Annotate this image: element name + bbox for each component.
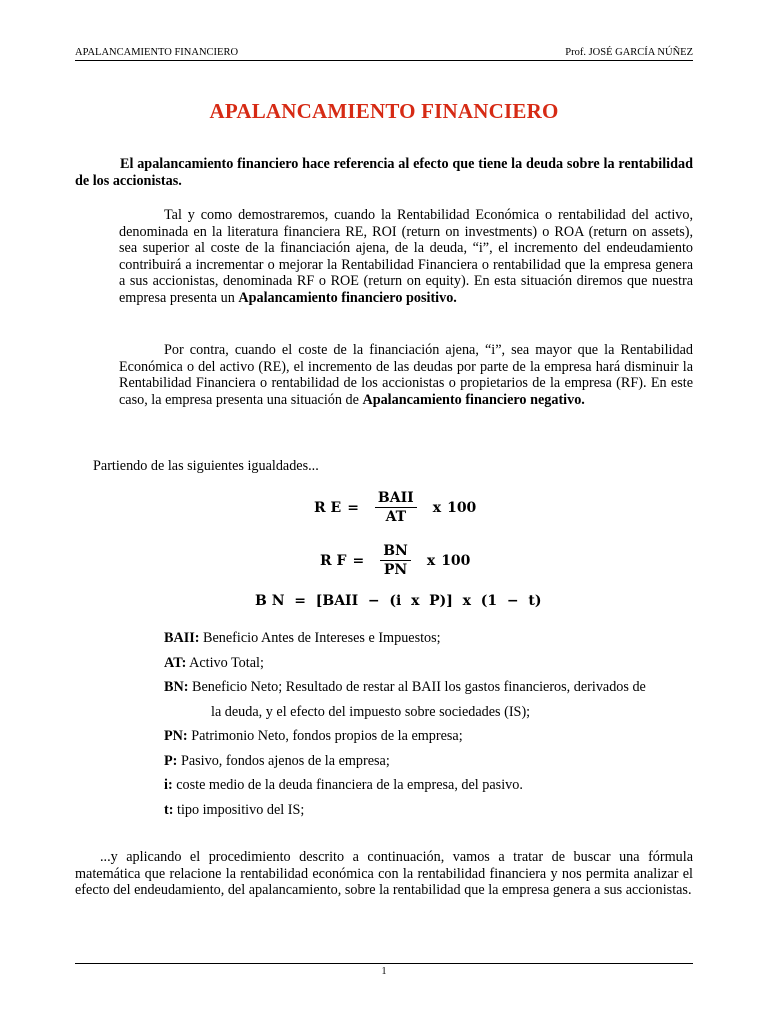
header-title: APALANCAMIENTO FINANCIERO (75, 47, 239, 58)
lead-sentence: Partiendo de las siguientes igualdades... (93, 458, 319, 474)
negative-leverage-term: Apalancamiento financiero negativo. (362, 391, 585, 408)
paragraph-positive-leverage (119, 207, 693, 306)
definition-key: BN: (164, 679, 189, 695)
formula-re (314, 490, 476, 525)
formula-bn (255, 593, 541, 609)
formula-rf (320, 543, 470, 578)
fraction-denominator: AT (385, 509, 407, 525)
fraction-numerator: BAII (375, 490, 417, 508)
positive-leverage-term: Apalancamiento financiero positivo. (238, 289, 457, 306)
document-title: APALANCAMIENTO FINANCIERO (209, 99, 559, 123)
definition-text: Pasivo, fondos ajenos de la empresa; (177, 752, 390, 769)
definition-text: Beneficio Antes de Intereses e Impuestos; (199, 630, 441, 646)
fraction-numerator: BN (380, 543, 411, 561)
formula-lhs: R F (320, 552, 347, 569)
fraction (375, 490, 417, 525)
page-number: 1 (381, 966, 387, 977)
intro-paragraph: El apalancamiento financiero hace referencia al efecto que tiene la deuda sobre la rentabilidad de los accionistas. (75, 156, 693, 189)
definition-text: Patrimonio Neto, fondos propios de la empresa; (187, 728, 463, 744)
definition-key: PN: (164, 728, 188, 744)
definitions-list (164, 626, 704, 822)
formula-lhs: R E (314, 499, 342, 516)
paragraph-negative-leverage (119, 342, 693, 408)
paragraph-text: Tal y como demostraremos, cuando la Rentabilidad Económica o rentabilidad del activo, denominada en la literatura financiera RE, ROI (return on investments) o ROA (return on assets), sea superior al coste de la financiación ajena, de la deuda, “i”, el incremento del endeudamiento contribuirá a incrementar o mejorar la Rentabilidad Financiera o rentabilidad que la empresa genera a sus accionistas, denominada RF o ROE (return on equity). En esta situación diremos que nuestra empresa presenta un (119, 207, 693, 306)
header-author: Prof. JOSÉ GARCÍA NÚÑEZ (565, 47, 693, 58)
fraction (380, 543, 411, 578)
definition-p (164, 749, 704, 774)
fraction-denominator: PN (383, 562, 408, 578)
times-sign: x (432, 499, 442, 516)
definition-continuation: la deuda, y el efecto del impuesto sobre sociedades (IS); (211, 703, 531, 720)
definition-i (164, 773, 704, 798)
paragraph-text: Por contra, cuando el coste de la financiación ajena, “i”, sea mayor que la Rentabilidad Económica o del activo (RE), el incremento de las deudas por parte de la empresa hará disminuir la Rentabilidad Financiera o rentabilidad de los accionistas o propietarios de la empresa (RF). En este caso, la empresa presenta una situación de (119, 342, 693, 408)
page-header (75, 46, 693, 61)
equals-sign: = (347, 499, 359, 516)
definition-text: tipo impositivo del IS; (173, 801, 305, 818)
definition-key: P: (164, 752, 178, 769)
definition-baii (164, 626, 704, 651)
definition-text: coste medio de la deuda financiera de la empresa, del pasivo. (172, 777, 523, 793)
definition-key: i: (164, 777, 173, 793)
factor: 100 (447, 499, 477, 516)
definition-text: Beneficio Neto; Resultado de restar al BAII los gastos financieros, derivados de (188, 679, 646, 695)
definition-bn (164, 675, 704, 724)
definition-key: t: (164, 801, 174, 818)
definition-t (164, 798, 704, 823)
closing-paragraph: ...y aplicando el procedimiento descrito a continuación, vamos a tratar de buscar una fórmula matemática que relacione la rentabilidad económica con la rentabilidad financiera y nos permita analizar el efecto del endeudamiento, del apalancamiento, sobre la rentabilidad que la empresa genera a sus accionistas. (75, 849, 693, 898)
definition-text: Activo Total; (186, 654, 264, 671)
definition-pn (164, 724, 704, 749)
definition-key: BAII: (164, 630, 200, 646)
factor: 100 (441, 552, 471, 569)
formula-bn-expression: B N = [BAII − (i x P)] x (1 − t) (255, 593, 542, 609)
definition-at (164, 651, 704, 676)
equals-sign: = (352, 552, 365, 569)
definition-key: AT: (164, 654, 187, 671)
times-sign: x (426, 552, 436, 569)
footer-divider (75, 963, 693, 964)
